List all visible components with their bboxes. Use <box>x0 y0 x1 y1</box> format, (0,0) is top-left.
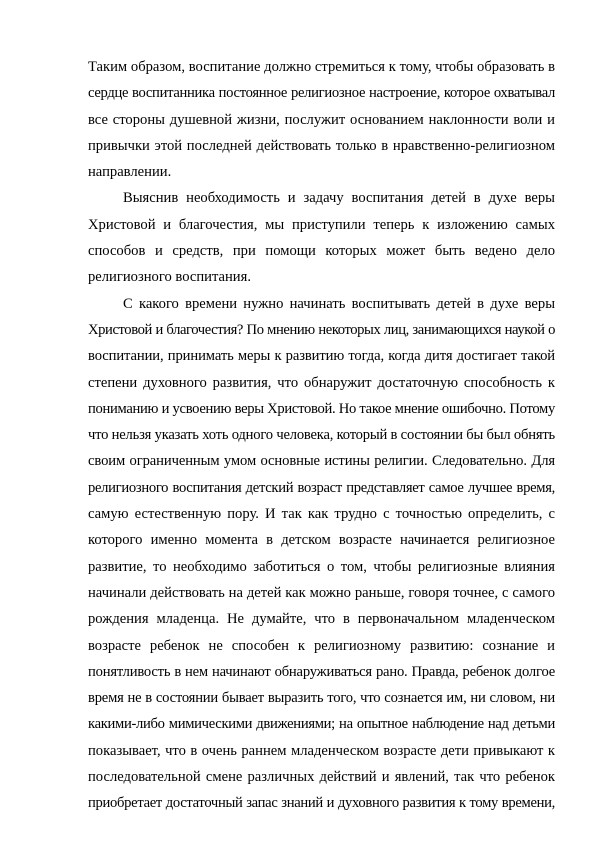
text-line: способов и средств, при помощи которых может быть ведено дело <box>88 243 555 260</box>
text-line: направлении. <box>88 164 172 181</box>
paragraph-methods <box>88 185 555 290</box>
text-line: воспитании, принимать меры к развитию тогда, когда дитя достигает такой <box>88 348 555 365</box>
text-line: время не в состоянии бывает выразить того, что сознается им, ни словом, ни <box>88 690 555 707</box>
text-line: Христовой и благочестия, мы приступили теперь к изложению самых <box>88 216 555 233</box>
text-line: которого именно момента в детском возрасте начинается религиозное <box>88 532 555 549</box>
text-line: С какого времени нужно начинать воспитывать детей в духе веры <box>123 295 555 312</box>
paragraph-timing <box>88 291 555 817</box>
text-line: показывает, что в очень раннем младенческом возрасте дети привыкают к <box>88 742 555 759</box>
paragraph-conclusion <box>88 54 555 185</box>
text-line: своим ограниченным умом основные истины религии. Следовательно. Для <box>88 453 555 470</box>
text-line: развитие, то необходимо заботиться о том, чтобы религиозные влияния <box>88 558 555 575</box>
text-line: какими-либо мимическими движениями; на опытное наблюдение над детьми <box>88 716 555 733</box>
text-line: степени духовного развития, что обнаружит достаточную способность к <box>88 374 555 391</box>
text-line: привычки этой последней действовать только в нравственно-религиозном <box>88 137 555 154</box>
text-line: Таким образом, воспитание должно стремиться к тому, чтобы образовать в <box>88 59 555 75</box>
text-line: самую естественную пору. И так как трудно с точностью определить, с <box>88 506 555 523</box>
text-line: религиозного воспитания. <box>88 269 251 286</box>
text-line: Христовой и благочестия? По мнению некоторых лиц, занимающихся наукой о <box>88 321 555 338</box>
text-line: последовательной смене различных действий и явлений, так что ребенок <box>88 769 555 786</box>
text-line: приобретает достаточный запас знаний и духовного развития к тому времени, <box>88 795 555 812</box>
text-line: начинали действовать на детей как можно раньше, говоря точнее, с самого <box>88 584 555 601</box>
text-line: сердце воспитанника постоянное религиозное настроение, которое охватывал <box>88 85 555 102</box>
text-line: все стороны душевной жизни, послужит основанием наклонности воли и <box>88 111 555 128</box>
text-line: что нельзя указать хоть одного человека, который в состоянии бы был обнять <box>88 427 555 444</box>
text-line: возрасте ребенок не способен к религиозному развитию: сознание и <box>88 637 555 654</box>
text-line: религиозного воспитания детский возраст представляет самое лучшее время, <box>88 479 555 496</box>
text-line: Выяснив необходимость и задачу воспитания детей в духе веры <box>123 190 555 207</box>
text-line: понятливость в нем начинают обнаруживаться рано. Правда, ребенок долгое <box>88 663 555 680</box>
text-line: пониманию и усвоению веры Христовой. Но такое мнение ошибочно. Потому <box>88 400 555 417</box>
text-line: рождения младенца. Не думайте, что в первоначальном младенческом <box>88 611 555 628</box>
document-page <box>88 54 555 817</box>
